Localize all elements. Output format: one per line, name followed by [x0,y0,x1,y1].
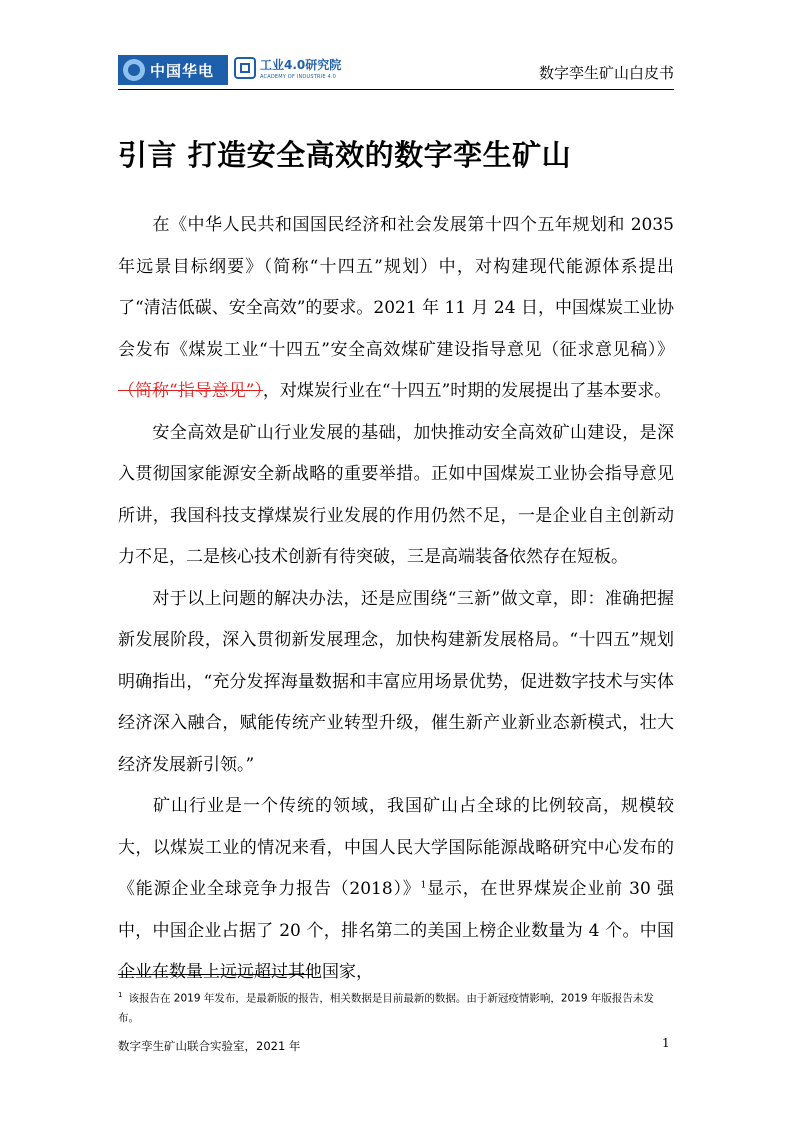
paragraph-4-text-b: 显示，在世界煤炭企业前 30 强中，中国企业占据了 20 个，排名第二的美国上榜企业数量为 4 个。中国企业在数量上远远超过其他国家， [118,879,674,982]
footnote-text: 该报告在 2019 年发布，是最新版的报告，相关数据是目前最新的数据。由于新冠疫情影响，2019 年版报告未发布。 [118,992,654,1024]
footnote [118,986,674,1028]
footnote-divider [118,974,313,975]
paragraph-4-text-a: 矿山行业是一个传统的领域，我国矿山占全球的比例较高，规模较大，以煤炭工业的情况来看，中国人民大学国际能源战略研究中心发布的《能源企业全球竞争力报告（2018）》 [118,796,674,899]
paragraph-1-text-b: ，对煤炭行业在“十四五”时期的发展提出了基本要求。 [262,381,672,401]
paragraph-1 [118,205,674,413]
huadian-logo-icon [123,59,145,81]
paragraph-4 [118,786,674,994]
china-huadian-logo [118,55,228,85]
academy-logo-icon [234,57,256,79]
document-title: 数字孪生矿山白皮书 [538,64,674,82]
logo-primary-text: 中国华电 [150,61,215,80]
paragraph-2 [118,413,674,579]
paragraph-3-text: 对于以上问题的解决办法，还是应围绕“三新”做文章，即：准确把握新发展阶段，深入贯彻新发展理念，加快构建新发展格局。“十四五”规划明确指出，“充分发挥海量数据和丰富应用场景优势，促进数字技术与实体经济深入融合，赋能传统产业转型升级，催生新产业新业态新模式，壮大经济发展新引领。” [118,588,674,775]
deleted-text: （简称“指导意见”） [118,381,263,401]
section-heading: 引言 打造安全高效的数字孪生矿山 [118,138,572,172]
logo-secondary-text: 工业4.0研究院 [260,58,342,72]
paragraph-2-text: 安全高效是矿山行业发展的基础，加快推动安全高效矿山建设，是深入贯彻国家能源安全新战略的重要举措。正如中国煤炭工业协会指导意见所讲，我国科技支撑煤炭行业发展的作用仍然不足，一是企业自主创新动力不足，二是核心技术创新有待突破，三是高端装备依然存在短板。 [118,422,674,567]
footnote-number: 1 [118,991,123,999]
paragraph-3 [118,579,674,787]
body-text [118,205,674,994]
page-number: 1 [662,1036,670,1050]
footnote-reference[interactable]: 1 [420,880,427,891]
page-header [118,52,674,88]
logo-secondary-subtext: ACADEMY OF INDUSTRIE 4.0 [260,74,337,80]
paragraph-1-text-a: 在《中华人民共和国国民经济和社会发展第十四个五年规划和 2035 年远景目标纲要》（简称“十四五”规划）中，对构建现代能源体系提出了“清洁低碳、安全高效”的要求。2021 年 11 月 24 日，中国煤炭工业协会发布《煤炭工业“十四五”安全高效煤矿建设指导意见（征求意见稿）》 [118,215,674,360]
header-divider [118,89,674,90]
footer-source: 数字孪生矿山联合实验室，2021 年 [118,1039,301,1053]
industry-40-academy-logo [234,55,342,85]
